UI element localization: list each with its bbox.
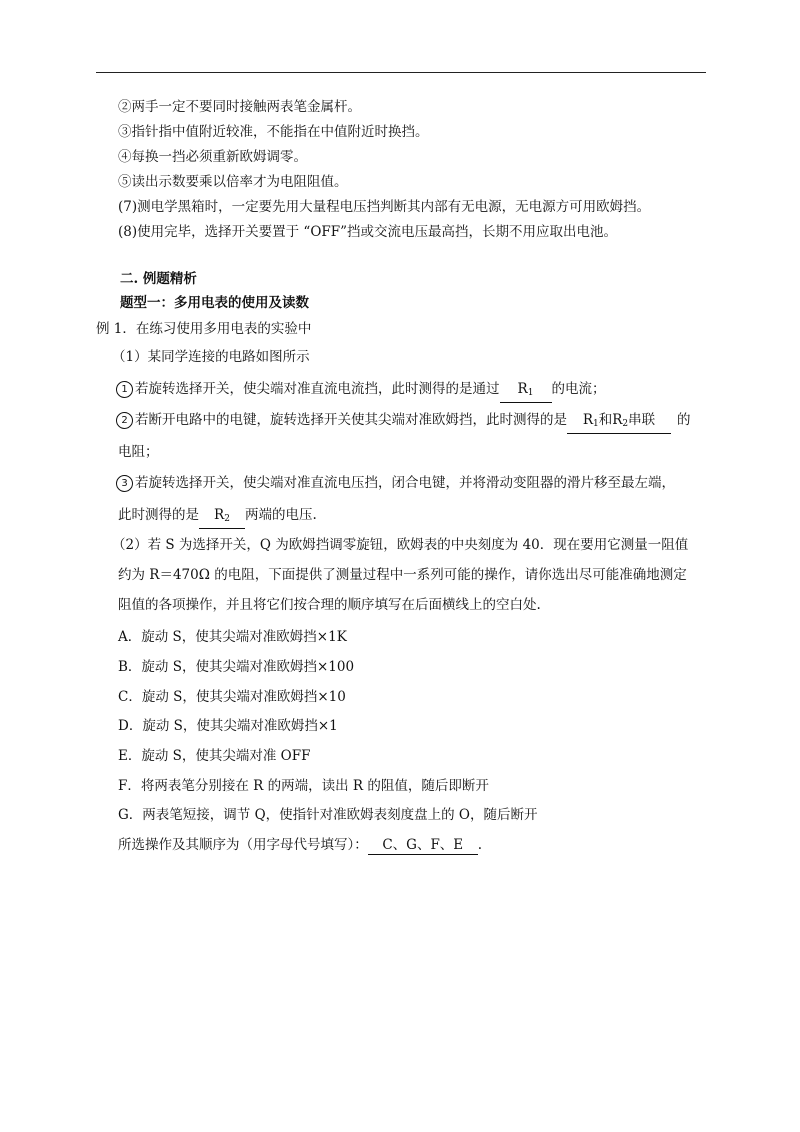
answer-blank: C、G、F、E [368, 837, 478, 855]
circled-number: 3 [116, 475, 133, 492]
question-2: 2 若断开电路中的电键，旋转选择开关使其尖端对准欧姆挡，此时测得的是 $R_1$和$R_2$串联 的 [116, 411, 691, 434]
answer-blank: $R_1$和$R_2$串联 [567, 412, 671, 434]
option-g: G．两表笔短接，调节 Q，使指针对准欧姆表刻度盘上的 O，随后断开 [118, 807, 538, 823]
part2-line: （2）若 S 为选择开关，Q 为欧姆挡调零旋钮，欧姆表的中央刻度为 40．现在要用它测量一阻值 [112, 537, 689, 553]
question-2-cont: 电阻； [118, 444, 159, 460]
list-item: (8)使用完毕，选择开关要置于 “OFF”挡或交流电压最高挡，长期不用应取出电池。 [118, 224, 618, 240]
list-item: (7)测电学黑箱时，一定要先用大量程电压挡判断其内部有无电源，无电源方可用欧姆挡。 [118, 199, 651, 215]
part2-line: 阻值的各项操作，并且将它们按合理的顺序填写在后面横线上的空白处. [118, 597, 541, 613]
order-answer-line: 所选操作及其顺序为（用字母代号填写）： C、G、F、E . [118, 837, 483, 853]
subsection-title: 题型一：多用电表的使用及读数 [120, 295, 309, 311]
option-c: C．旋动 S，使其尖端对准欧姆挡×10 [118, 689, 346, 705]
part1-heading: （1）某同学连接的电路如图所示 [112, 349, 310, 365]
section-title: 二. 例题精析 [120, 271, 197, 287]
option-f: F．将两表笔分别接在 R 的两端，读出 R 的阻值，随后即断开 [118, 778, 489, 794]
list-item: ③指针指中值附近较准，不能指在中值附近时换挡。 [118, 124, 429, 140]
question-3-cont: 此时测得的是 $R_2$ 两端的电压. [118, 506, 317, 529]
header-rule [96, 72, 706, 73]
answer-blank: $R_2$ [199, 507, 245, 529]
answer-blank: $R_1$ [500, 381, 552, 403]
part2-line: 约为 R＝470Ω 的电阻，下面提供了测量过程中一系列可能的操作，请你选出尽可能准确地测定 [118, 567, 687, 583]
question-3: 3 若旋转选择开关，使尖端对准直流电压挡，闭合电键，并将滑动变阻器的滑片移至最左端， [116, 474, 675, 492]
circled-number: 1 [116, 381, 133, 398]
list-item: ④每换一挡必须重新欧姆调零。 [118, 149, 307, 165]
option-d: D．旋动 S，使其尖端对准欧姆挡×1 [118, 718, 338, 734]
option-e: E．旋动 S，使其尖端对准 OFF [118, 748, 311, 764]
list-item: ②两手一定不要同时接触两表笔金属杆。 [118, 99, 361, 115]
circled-number: 2 [116, 412, 133, 429]
example-intro: 例 1．在练习使用多用电表的实验中 [96, 321, 312, 337]
list-item: ⑤读出示数要乘以倍率才为电阻阻值。 [118, 174, 348, 190]
option-b: B．旋动 S，使其尖端对准欧姆挡×100 [118, 659, 355, 675]
option-a: A．旋动 S，使其尖端对准欧姆挡×1K [118, 629, 347, 645]
question-1: 1 若旋转选择开关，使尖端对准直流电流挡，此时测得的是通过 $R_1$ 的电流； [116, 380, 606, 403]
